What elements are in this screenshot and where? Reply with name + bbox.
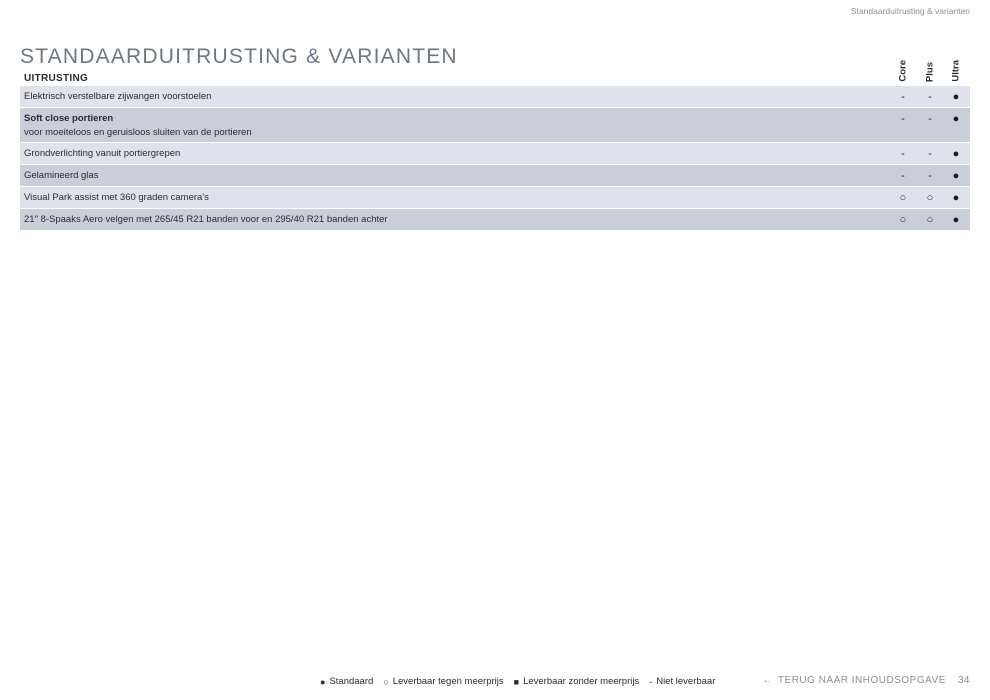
value-plus: -: [928, 169, 932, 182]
value-plus: -: [928, 90, 932, 103]
value-plus: -: [928, 147, 932, 160]
value-core: ○: [899, 191, 907, 204]
table-row: [20, 165, 970, 187]
value-core: -: [901, 112, 905, 125]
value-ultra: ●: [952, 112, 960, 125]
legend: [320, 676, 715, 687]
legend-item-not-available: - Niet leverbaar: [649, 676, 716, 687]
open-circle-icon: ○: [383, 676, 389, 687]
row-sublabel: voor moeiteloos en geruisloos sluiten van de portieren: [24, 127, 252, 138]
row-label: 21" 8-Spaaks Aero velgen met 265/45 R21 banden voor en 295/40 R21 banden achter: [24, 214, 388, 225]
value-core: ○: [899, 213, 907, 226]
table-row: [20, 108, 970, 143]
value-ultra: ●: [952, 169, 960, 182]
value-plus: -: [928, 112, 932, 125]
back-to-contents-link[interactable]: ← TERUG NAAR INHOUDSOPGAVE: [762, 675, 946, 686]
value-ultra: ●: [952, 191, 960, 204]
page-number: 34: [957, 675, 970, 686]
legend-item-no-cost: ■ Leverbaar zonder meerprijs: [513, 676, 640, 687]
value-core: -: [901, 169, 905, 182]
column-header-ultra: Ultra: [950, 60, 962, 82]
row-label: Soft close portieren: [24, 113, 114, 124]
value-ultra: ●: [952, 90, 960, 103]
value-core: -: [901, 90, 905, 103]
filled-square-icon: ■: [513, 676, 520, 687]
value-ultra: ●: [952, 213, 960, 226]
equipment-table: [20, 56, 970, 231]
page-title: STANDAARDUITRUSTING & VARIANTEN: [20, 45, 458, 69]
row-label: Elektrisch verstelbare zijwangen voorstoelen: [24, 91, 212, 102]
value-plus: ○: [926, 191, 934, 204]
arrow-left-icon: ←: [762, 675, 773, 686]
table-row: [20, 209, 970, 231]
footer-nav: [762, 675, 970, 686]
legend-item-optional: ○ Leverbaar tegen meerprijs: [383, 676, 504, 687]
value-core: -: [901, 147, 905, 160]
table-row: [20, 143, 970, 165]
dash-icon: -: [649, 676, 653, 687]
filled-circle-icon: ●: [320, 676, 326, 687]
row-label: Grondverlichting vanuit portiergrepen: [24, 148, 181, 159]
row-label: Visual Park assist met 360 graden camera's: [24, 192, 209, 203]
table-row: [20, 86, 970, 108]
value-plus: ○: [926, 213, 934, 226]
column-header-equipment: UITRUSTING: [24, 73, 89, 84]
value-ultra: ●: [952, 147, 960, 160]
breadcrumb: Standaarduitrusting & varianten: [850, 6, 970, 16]
table-row: [20, 187, 970, 209]
column-header-plus: Plus: [924, 61, 936, 82]
row-label: Gelamineerd glas: [24, 170, 99, 181]
legend-item-standard: ● Standaard: [320, 676, 374, 687]
table-header: [20, 56, 970, 86]
column-header-core: Core: [897, 60, 909, 82]
